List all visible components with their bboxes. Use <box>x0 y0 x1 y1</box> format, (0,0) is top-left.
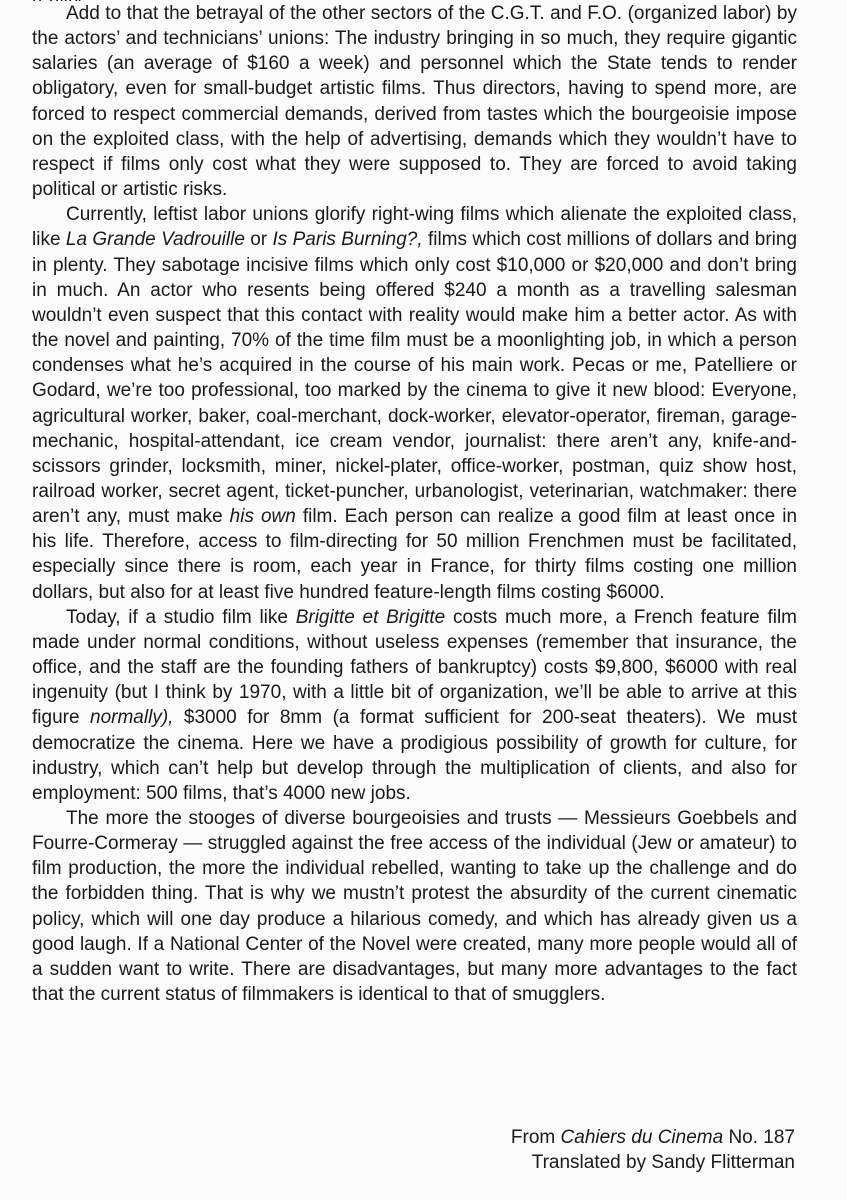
text-run: Add to that the betrayal of the other sectors of the C.G.T. and F.O. (organized labor) by the actors’ and technicians’ unions: The industry bringing in so much, they require gigantic salaries (an average of $160 a week) and personnel which the State tends to render obligatory, even for small-budget artistic films. Thus directors, having to spend more, are forced to respect commercial demands, derived from tastes which the bourgeoisie impose on the exploited class, with the help of advertising, demands which they wouldn’t have to respect if films only cost what they were supposed to. They are forced to avoid taking political or artistic risks. <box>32 3 797 201</box>
article-body <box>32 0 797 1007</box>
translator-line: Translated by Sandy Flitterman <box>531 1152 795 1173</box>
paragraph-3 <box>32 605 797 806</box>
italic-title-run: La Grande Vadrouille <box>65 229 245 251</box>
article-credits <box>511 1125 795 1175</box>
text-run: film. Each person can realize a good film at least once in his life. Therefore, access to film-directing for 50 million Frenchmen must be facilitated, especially since there is room, each year in France, for thirty films costing one million dollars, but also for at least five hundred feature-length films costing $6000. <box>32 506 798 603</box>
text-run: costs much more, a French feature film made under normal conditions, without useless expenses (remember that insurance, the office, and the staff are the founding fathers of bankruptcy) costs $9,800, $6000 with real ingenuity (but I think by 1970, with a little bit of organization, we’ll be able to arrive at this figure <box>32 606 798 729</box>
paragraph-4 <box>32 806 797 1007</box>
source-line <box>511 1125 795 1150</box>
text-run: or <box>244 229 273 251</box>
italic-title-run: Brigitte et Brigitte <box>295 606 446 628</box>
text-run: Currently, leftist labor unions glorify right-wing films which alienate the exploited class, like <box>32 204 797 251</box>
paragraph-2 <box>32 202 797 605</box>
text-run: films which cost millions of dollars and bring in plenty. They sabotage incisive films which only cost $10,000 or $20,000 and don’t bring in much. An actor who resents being offered $240 a month as a travelling salesman wouldn’t even suspect that this contact with reality would make him a better actor. As with the novel and painting, 70% of the time film must be a moonlighting job, in which a person condenses what he’s acquired in the course of his main work. Pecas or me, Patelliere or Godard, we’re too professional, too marked by the cinema to give it new blood: Everyone, agricultural worker, baker, coal-merchant, dock-worker, elevator-operator, fireman, garage-mechanic, hospital-attendant, ice cream vendor, journalist: there aren’t any, knife-and-scissors grinder, locksmith, miner, nickel-plater, office-worker, postman, quiz show host, railroad worker, secret agent, ticket-puncher, urbanologist, veterinarian, watchmaker: there aren’t any, must make <box>32 229 798 528</box>
text-run: Today, if a studio film like <box>66 606 296 628</box>
italic-title-run: his own <box>229 506 296 528</box>
text-run: The more the stooges of diverse bourgeoisies and trusts — Messieurs Goebbels and Fourre-Cormeray — struggled against the free access of the individual (Jew or amateur) to film production, the more the individual rebelled, wanting to take up the challenge and do the forbidden thing. That is why we mustn’t protest the absurdity of the current cinematic policy, which will one day produce a hilarious comedy, and which has already given us a good laugh. If a National Center of the Novel were created, many more people would all of a sudden want to write. There are disadvantages, but many more advantages to the fact that the current status of filmmakers is identical to that of smugglers. <box>32 808 797 1006</box>
paragraph-1 <box>32 1 797 202</box>
text-run: $3000 for 8mm (a format sufficient for 200-seat theaters). We must democratize the cinema. Here we have a prodigious possibility of growth for culture, for industry, which can’t help but develop through the multiplication of clients, and also for employment: 500 films, that’s 4000 new jobs. <box>32 707 798 804</box>
source-suffix: No. 187 <box>723 1127 795 1148</box>
italic-title-run: Is Paris Burning?, <box>272 229 423 251</box>
source-prefix: From <box>510 1127 561 1148</box>
source-title: Cahiers du Cinema <box>560 1127 724 1148</box>
italic-title-run: normally), <box>90 707 174 729</box>
